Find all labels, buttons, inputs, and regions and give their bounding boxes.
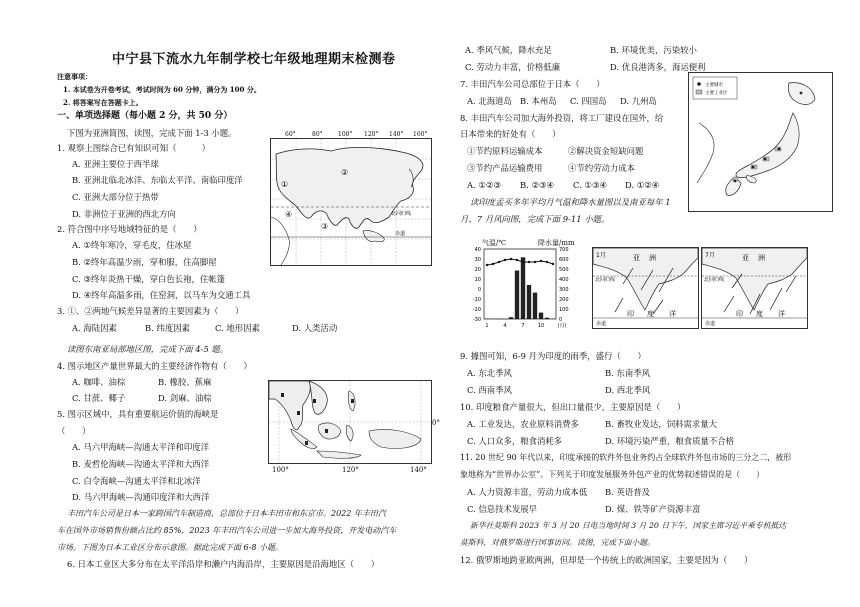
q2-option-c: C. ③终年炎热干燥，穿白色长袍，住帐篷 — [72, 274, 225, 284]
q4-option-b: B. 橡胶、蕉麻 — [158, 377, 212, 387]
q9-option-c: C. 西南季风 — [467, 385, 512, 395]
intro-3-cont: 月、7 月风向图，完成下面 9-11 小题。 — [460, 214, 610, 224]
jan-label-tropic: 北回归线 — [595, 277, 616, 283]
temp-point — [540, 260, 542, 262]
chart-ylabel-precip: 降水量/mm — [538, 239, 575, 247]
question-11-line-1: 11. 20 世纪 90 年代以来，印度承接的软件外包业务约占全球软件外包市场的三分之二，被形 — [460, 453, 792, 462]
month-tick-label: (月) — [557, 323, 567, 329]
question-10: 10. 印度粮食产量很大，但出口量很少，主要原因是（ ） — [460, 402, 686, 412]
asia-lon-140: 140° — [389, 131, 404, 138]
paragraph-moscow-1: 新华社莫斯科 2023 年 3 月 20 日电当地时间 3 月 20 日下午，国家主席习近平乘专机抵达 — [470, 521, 787, 530]
q6-option-a: A. 季风气候，降水充足 — [465, 45, 552, 55]
chart-ylabel-temp: 气温/℃ — [482, 239, 507, 247]
temp-point — [486, 264, 488, 266]
precip-bar — [521, 257, 525, 319]
q10-option-d: D. 环境污染严重，粮食质量不合格 — [605, 436, 734, 446]
q9-option-b: B. 东南季风 — [605, 368, 650, 378]
jul-label-equator: 赤道 — [705, 321, 716, 327]
q5-option-d: D. 马六甲海峡—沟通印度洋和大西洋 — [72, 492, 210, 502]
q11-option-a: A. 人力资源丰富，劳动力成本低 — [467, 487, 588, 497]
jul-label-du: 度 — [756, 310, 763, 318]
temp-tick-label: 10 — [474, 277, 481, 283]
precip-tick-label: 300 — [559, 287, 569, 293]
month-tick-label: 1 — [485, 323, 489, 329]
jul-label-ya: 亚 — [742, 254, 749, 262]
q1-option-d: D. 非洲位于亚洲的西北方向 — [72, 209, 176, 219]
jul-label-tropic: 北回归线 — [704, 277, 725, 283]
q10-option-b: B. 畜牧业发达，饲料需求量大 — [605, 419, 717, 429]
question-1: 1. 观察上图综合已有知识可知（ ） — [57, 143, 211, 153]
q8-option-d: D. ①②④ — [625, 180, 660, 190]
intro-3: 读印度孟买多年平均月气温和降水量图以及南亚每年 1 — [470, 197, 671, 207]
temp-tick-label: -20 — [472, 307, 481, 313]
q10-option-c: C. 人口众多，粮食消耗多 — [467, 436, 563, 446]
question-5-paren: （ ） — [57, 426, 91, 436]
paragraph-moscow-2: 莫斯科，对俄罗斯进行国事访问。读图，完成下面小题。 — [460, 538, 655, 547]
jan-label-du: 度 — [647, 310, 654, 318]
question-4: 4. 图示地区产量世界最大的主要经济作物有（ ） — [57, 361, 252, 371]
q3-option-b: B. 纬度因素 — [145, 323, 190, 333]
question-8: 8. 丰田汽车公司加大海外投资，将工厂建设在国外，给 — [460, 113, 664, 123]
q5-option-b: B. 麦哲伦海峡—沟通太平洋和大西洋 — [72, 459, 210, 469]
question-9: 9. 據图可知，6-9 月为印度的雨季，盛行（ ） — [460, 351, 646, 361]
precip-bar — [539, 313, 543, 319]
q2-option-a: A. ①终年寒冷，穿毛皮，住冰屋 — [72, 240, 192, 250]
q8-statement-1: ①节约原料运输成本 — [467, 146, 543, 156]
japan-legend-industry: 主要工业区 — [705, 91, 728, 96]
q8-statement-2: ②解决资金短缺问题 — [568, 146, 644, 156]
question-2: 2. 符合图中序号地域特征的是（ ） — [57, 224, 202, 234]
japan-map — [688, 72, 833, 212]
question-6: 6. 日本工业区大多分布在太平洋沿岸和濑户内海沿岸，主要原因是沿海地区（ ） — [67, 559, 380, 569]
asia-map — [270, 138, 432, 266]
precip-bar — [515, 271, 519, 320]
q11-option-b: B. 英语普及 — [605, 487, 650, 497]
temp-point — [528, 261, 530, 263]
wind-map-january — [592, 247, 699, 329]
japan-legend-city: 主要城市 — [705, 83, 723, 88]
asia-point-1: ① — [281, 180, 289, 189]
q3-option-d: D. 人类活动 — [292, 323, 338, 333]
temp-point — [534, 261, 536, 263]
question-3: 3. ①、②两地气候差异显著的主要因素为（ ） — [57, 306, 244, 316]
asia-lon-120: 120° — [364, 131, 379, 138]
precip-bar — [533, 293, 537, 319]
temp-point — [516, 259, 518, 261]
paragraph-toyota-1: 丰田汽车公司是日本一家跨国汽车制造商，总部位于日本丰田市和东京市。2022 年丰田汽 — [67, 509, 386, 518]
q8-option-b: B. ②③④ — [520, 180, 555, 190]
note-1: 1. 本试卷为开卷考试，考试时间为 60 分钟，满分为 100 分。 — [63, 85, 261, 94]
temp-point — [546, 261, 548, 263]
q1-option-a: A. 亚洲主要位于西半球 — [72, 159, 159, 169]
jan-label-yin: 印 — [627, 310, 634, 318]
jul-label-yang: 洋 — [778, 310, 785, 318]
q7-option-d: D. 九州岛 — [620, 96, 657, 106]
jan-label-yang: 洋 — [669, 310, 676, 318]
q6-option-c: C. 劳动力丰富，价格低廉 — [465, 62, 561, 72]
q8-option-a: A. ①②③ — [467, 180, 501, 190]
q6-option-b: B. 环境优美，污染较小 — [610, 45, 697, 55]
asia-lon-160: 160° — [413, 131, 428, 138]
q1-option-c: C. 亚洲大部分位于热带 — [72, 192, 159, 202]
temp-tick-label: -30 — [472, 317, 481, 323]
section-1-heading: 一、单项选择题（每小题 2 分，共 50 分） — [57, 111, 233, 121]
month-tick-label: 10 — [537, 323, 545, 329]
q5-option-c: C. 白令海峡—沟通太平洋和北冰洋 — [72, 476, 201, 486]
q11-option-d: D. 煤、铁等矿产资源丰富 — [605, 504, 701, 514]
q4-option-d: D. 剑麻、油棕 — [158, 393, 212, 403]
q6-option-d: D. 优良港湾多，海运便利 — [610, 62, 706, 72]
asia-point-2: ② — [341, 168, 349, 177]
asia-point-3: ③ — [321, 222, 329, 231]
q7-option-c: C. 四国岛 — [570, 96, 607, 106]
wind-map-july — [701, 247, 808, 329]
note-2: 2. 将答案写在答题卡上。 — [63, 98, 143, 107]
asia-tropic-label: 北回归线 — [391, 211, 412, 217]
q1-option-b: B. 亚洲北临北冰洋、东临太平洋、南临印度洋 — [72, 175, 243, 185]
jan-label-ya: 亚 — [633, 254, 640, 262]
q8-statement-4: ④节约劳动力成本 — [568, 163, 635, 173]
notes-heading: 注意事项： — [57, 72, 92, 81]
asia-lon-60: 60° — [285, 131, 296, 138]
jan-label-equator: 赤道 — [596, 321, 607, 327]
q4-option-c: C. 甘蔗、椰子 — [72, 393, 126, 403]
asia-equator-label: 赤道 — [395, 231, 406, 237]
question-5: 5. 图示区域中，具有重要航运价值的海峡是 — [57, 409, 219, 419]
asia-lon-80: 80° — [312, 131, 323, 138]
intro-1: 下图为亚洲简图，读图，完成下面 1-3 小题。 — [67, 128, 237, 138]
q11-option-c: C. 信息技术发展早 — [467, 504, 538, 514]
precip-tick-label: 200 — [559, 297, 569, 303]
asia-point-4: ④ — [285, 210, 293, 219]
precip-tick-label: 500 — [559, 267, 569, 273]
sea-lon-100: 100° — [272, 466, 289, 474]
temp-point — [552, 263, 554, 265]
precip-tick-label: 600 — [559, 257, 569, 263]
precip-tick-label: 100 — [559, 307, 569, 313]
jul-month-label: 7月 — [705, 252, 715, 259]
q9-option-d: D. 西北季风 — [605, 385, 651, 395]
jan-month-label: 1月 — [596, 252, 606, 259]
precip-tick-label: 700 — [559, 247, 569, 253]
sea-lon-120: 120° — [342, 466, 359, 474]
page-title: 中宁县下流水九年制学校七年级地理期末检测卷 — [112, 52, 396, 67]
question-11-line-2: 象地称为“世界办公室”。下列关于印度发展服务外包产业的优势叙述错误的是（ ） — [460, 470, 765, 479]
jan-label-zhou: 洲 — [649, 254, 656, 262]
q7-option-b: B. 本州岛 — [520, 96, 557, 106]
q2-option-d: D. ④终年高温多雨，住窑洞，以马车为交通工具 — [72, 290, 251, 300]
sea-lon-140: 140° — [410, 466, 427, 474]
temp-point — [510, 258, 512, 260]
southeast-asia-map — [268, 380, 432, 464]
q10-option-a: A. 工业发达，农业原料消费多 — [467, 419, 579, 429]
question-12: 12. 俄罗斯地跨亚欧两洲，但却是一个传统上的欧洲国家，主要是因为（ ） — [460, 555, 753, 565]
temp-point — [504, 259, 506, 261]
q3-option-a: A. 海陆因素 — [72, 323, 117, 333]
q3-option-c: C. 地形因素 — [215, 323, 260, 333]
sea-lat-0: 0° — [432, 419, 440, 427]
paragraph-toyota-2: 车在国外市场销售份额占比约 85%，2023 年丰田汽车公司进一步加大海外投资，开发电动汽车 — [57, 526, 397, 535]
precip-tick-label: 400 — [559, 277, 569, 283]
temp-tick-label: -10 — [472, 297, 481, 303]
temp-tick-label: 0 — [477, 287, 481, 293]
temp-tick-label: 20 — [474, 267, 481, 273]
precip-tick-label: 0 — [559, 317, 563, 323]
paragraph-toyota-3: 市场。下图为日本工业区分布示意图。据此完成下面 6-8 小题。 — [57, 543, 283, 552]
q4-option-a: A. 咖啡、油棕 — [72, 377, 126, 387]
q9-option-a: A. 东北季风 — [467, 368, 512, 378]
month-tick-label: 7 — [521, 323, 525, 329]
question-7: 7. 丰田汽车公司总部位于日本（ ） — [460, 79, 605, 89]
q7-option-a: A. 北海道岛 — [467, 96, 512, 106]
temp-point — [492, 263, 494, 265]
temp-point — [498, 261, 500, 263]
jul-label-zhou: 洲 — [758, 254, 765, 262]
jul-label-yin: 印 — [736, 310, 743, 318]
intro-2: 读图东南亚局部地区图，完成下面 4-5 题。 — [67, 344, 229, 354]
temp-point — [522, 261, 524, 263]
asia-lon-100: 100° — [338, 131, 353, 138]
q5-option-a: A. 马六甲海峡—沟通太平洋和印度洋 — [72, 442, 209, 452]
temp-tick-label: 30 — [474, 257, 481, 263]
month-tick-label: 4 — [503, 323, 507, 329]
q8-statement-3: ③节约产品运输费用 — [467, 163, 543, 173]
question-8-cont: 日本带来的好处有（ ） — [460, 129, 561, 139]
precip-bar — [527, 285, 531, 319]
temp-tick-label: 40 — [474, 247, 481, 253]
q2-option-b: B. ②终年高温少雨，穿和服，住高脚屋 — [72, 257, 217, 267]
q8-option-c: C. ①③④ — [573, 180, 607, 190]
bombay-climate-chart — [460, 247, 585, 337]
